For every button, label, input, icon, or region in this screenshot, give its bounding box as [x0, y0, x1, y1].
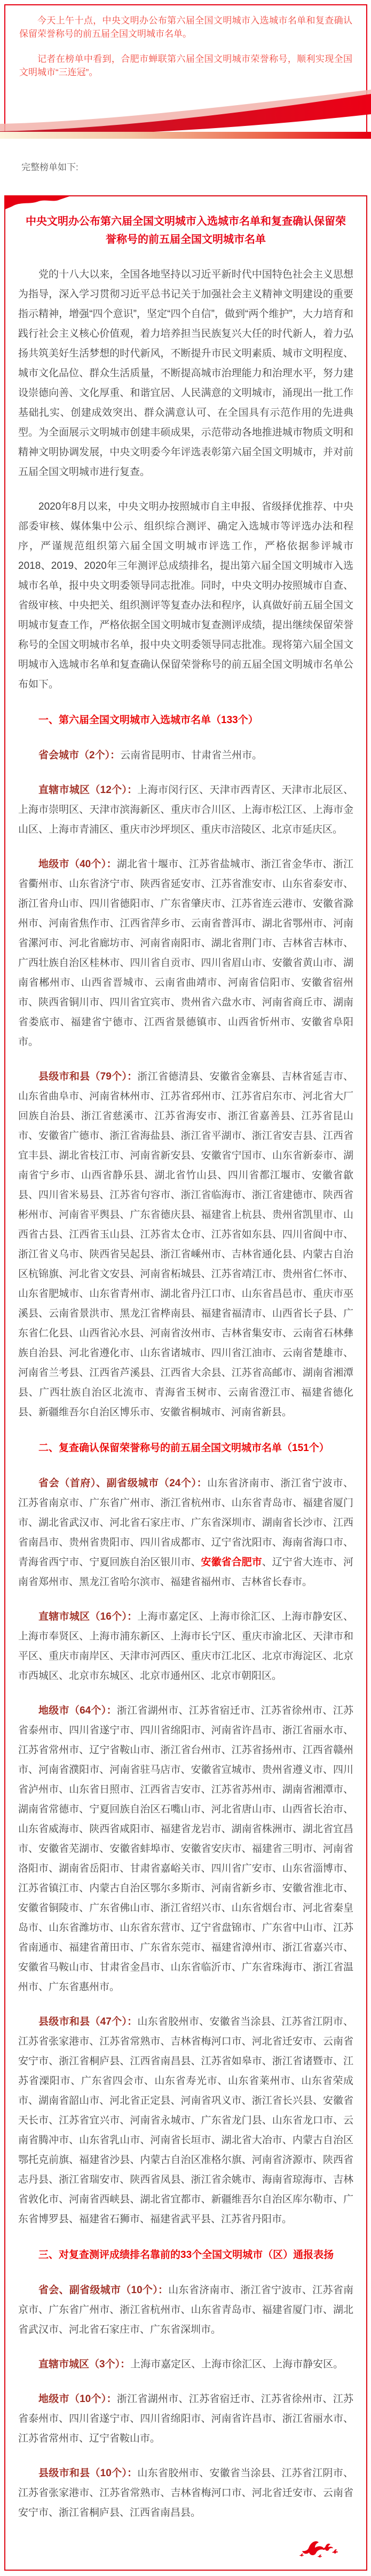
list-item-text: 上海市嘉定区、上海市徐汇区、上海市静安区。 — [130, 2359, 344, 2370]
list-item-label: 县级市和县（79个）： — [38, 1071, 138, 1082]
list-item — [18, 2012, 353, 2229]
list-item-text: 云南省昆明市、甘肃省兰州市。 — [120, 750, 263, 761]
list-item-text: 山东省胶州市、安徽省当涂县、江苏省江阴市、江苏省张家港市、江苏省常熟市、吉林省梅河口市、河北省迁安市、云南省安宁市、浙江省桐庐县、江西省南昌县、江苏省如皋市、浙江省诸暨市、江苏省溧阳市、广东省四会市、山东省寿光市、山东省莱州市、山东省荣成市、湖南省韶山市、河北省正定县、河南省巩义市、浙江省长兴县、安徽省天长市、江苏省宜兴市、河南省永城市、广东省龙门县、山东省龙口市、云南省腾冲市、山东省乳山市、河南省长垣市、湖北省大冶市、内蒙古自治区鄂托克前旗、福建省沙县、内蒙古自治区准格尔旗、河南省济源市、陕西省志丹县、浙江省瑞安市、陕西省凤县、浙江省余姚市、海南省琼海市、吉林省敦化市、河南省西峡县、湖北省宜都市、新疆维吾尔自治区库尔勒市、广东省博罗县、福建省石狮市、福建省武平县、江苏省丹阳市。 — [18, 2016, 353, 2225]
list-item-text: 、辽宁省大连市、河南省郑州市、黑龙江省哈尔滨市、福建省福州市、吉林省长春市。 — [18, 1557, 353, 1588]
article-title: 中央文明办公布第六届全国文明城市入选城市名单和复查确认保留荣誉称号的前五届全国文明城市名单 — [26, 216, 346, 245]
list-item-label: 县级市和县（10个）： — [38, 2468, 138, 2479]
list-item-label: 县级市和县（47个）： — [38, 2016, 138, 2027]
list-item-label: 直辖市城区（16个）： — [38, 1611, 138, 1622]
list-item — [18, 1607, 353, 1686]
list-item-text: 浙江省湖州市、江苏省宿迁市、江苏省徐州市、江苏省泰州市、四川省遂宁市、四川省绵阳市、河南省许昌市、浙江省丽水市、江苏省常州市、辽宁省鞍山市。 — [18, 2393, 353, 2444]
list-item-text: 浙江省湖州市、江苏省宿迁市、江苏省徐州市、江苏省泰州市、四川省遂宁市、四川省绵阳市、河南省许昌市、浙江省丽水市、江苏省常州市、辽宁省鞍山市、浙江省台州市、江苏省扬州市、江西省赣州市、河南省濮阳市、河南省驻马店市、安徽省宣城市、贵州省遵义市、四川省泸州市、山东省日照市、江西省吉安市、江苏省苏州市、湖南省湘潭市、湖南省常德市、宁夏回族自治区石嘴山市、河北省唐山市、山西省长治市、山东省威海市、陕西省咸阳市、福建省龙岩市、湖南省株洲市、湖北省宜昌市、安徽省芜湖市、安徽省蚌埠市、安徽省安庆市、福建省三明市、河南省洛阳市、湖南省岳阳市、甘肃省嘉峪关市、四川省广安市、山东省淄博市、江苏省镇江市、内蒙古自治区鄂尔多斯市、河南省新乡市、安徽省淮北市、安徽省铜陵市、广东省佛山市、浙江省绍兴市、山东省烟台市、河北省秦皇岛市、山东省潍坊市、山东省东营市、辽宁省盘锦市、广东省中山市、江苏省南通市、福建省莆田市、广东省东莞市、福建省漳州市、浙江省嘉兴市、安徽省马鞍山市、甘肃省金昌市、山东省临沂市、广东省珠海市、浙江省温州市、广东省惠州市。 — [18, 1705, 353, 1993]
list-item-label: 直辖市城区（3个）： — [38, 2359, 131, 2370]
hefei-highlight: 安徽省合肥市 — [201, 1557, 262, 1568]
list-item — [18, 1701, 353, 1997]
list-item-label: 地级市（10个）： — [38, 2393, 117, 2405]
list-item — [18, 746, 353, 765]
list-item-text: 浙江省德清县、安徽省金寨县、吉林省延吉市、山东省曲阜市、河南省林州市、江苏省邳州市、江苏省启东市、河北省大厂回族自治县、浙江省慈溪市、江苏省海安市、浙江省嘉善县、江苏省昆山市、安徽省广德市、浙江省海盐县、浙江省平湖市、浙江省安吉县、江西省宜丰县、湖北省枝江市、河南省新安县、安徽省宁国市、山东省新泰市、湖南省宁乡市、山西省静乐县、湖北省竹山县、四川省都江堰市、安徽省歙县、四川省米易县、江苏省句容市、浙江省临海市、浙江省建德市、陕西省彬州市、河南省平舆县、广东省德庆县、福建省上杭县、贵州省凯里市、山西省古县、江西省玉山县、江苏省太仓市、江苏省如东县、四川省阆中市、浙江省义乌市、陕西省吴起县、浙江省嵊州市、吉林省通化县、内蒙古自治区杭锦旗、河北省文安县、河南省柘城县、江苏省靖江市、贵州省仁怀市、山东省肥城市、山东省青州市、湖北省丹江口市、山东省昌邑市、重庆市巫溪县、云南省景洪市、黑龙江省桦南县、福建省福清市、山西省长子县、广东省仁化县、山西省沁水县、河南省汝州市、吉林省集安市、云南省石林彝族自治县、河北省遵化市、山东省诸城市、四川省江油市、云南省楚雄市、河南省兰考县、江西省芦溪县、江西省大余县、江苏省高邮市、湖南省湘潭县、广西壮族自治区北流市、青海省玉树市、云南省澄江市、福建省德化县、新疆维吾尔自治区博乐市、安徽省桐城市、河南省新县。 — [18, 1071, 353, 1418]
list-item — [18, 2463, 353, 2523]
list-item — [18, 780, 353, 839]
list-item-label: 省会（首府）、副省级城市（24个）： — [38, 1478, 208, 1489]
list-item — [18, 2389, 353, 2448]
list-item-label: 直辖市城区（12个）： — [38, 784, 138, 796]
list-item — [18, 2355, 353, 2374]
doves-icon — [293, 2532, 346, 2560]
list-item-label: 省会、副省级城市（10个）： — [38, 2285, 169, 2296]
list-item-text: 湖北省十堰市、江苏省盐城市、浙江省金华市、浙江省衢州市、山东省济宁市、陕西省延安市、江苏省淮安市、山东省泰安市、浙江省舟山市、四川省德阳市、广东省肇庆市、江苏省连云港市、安徽省滁州市、河南省焦作市、江西省萍乡市、云南省普洱市、湖北省鄂州市、河南省漯河市、河北省廊坊市、河南省南阳市、湖北省荆门市、吉林省吉林市、广西壮族自治区桂林市、四川省自贡市、四川省眉山市、安徽省黄山市、湖南省郴州市、山西省晋城市、云南省曲靖市、河南省信阳市、安徽省宿州市、陕西省铜川市、四川省宜宾市、贵州省六盘水市、河南省商丘市、湖南省娄底市、福建省宁德市、江西省景德镇市、山西省忻州市、安徽省阜阳市。 — [18, 859, 353, 1048]
ribbon-graphic — [0, 90, 371, 139]
intro-paragraph: 今天上午十点，中央文明办公布第六届全国文明城市入选城市名单和复查确认保留荣誉称号的前五届全国文明城市名单。 — [19, 15, 352, 39]
corner-flag-icon — [4, 195, 73, 210]
list-item — [18, 1067, 353, 1422]
section-heading: 一、第六届全国文明城市入选城市名单（133个） — [38, 715, 258, 726]
list-item-label: 省会城市（2个）： — [38, 750, 121, 761]
list-item-text: 山东省济南市、浙江省宁波市、江苏省南京市、广东省广州市、浙江省杭州市、山东省青岛市、福建省厦门市、湖北省武汉市、河北省石家庄市、广东省深圳市。 — [18, 2285, 353, 2335]
article-paragraph: 2020年8月以来，中央文明办按照城市自主申报、省级择优推荐、中央部委审核、媒体集中公示、组织综合测评、确定入选城市等评选办法和程序，严谨规范组织第六届全国文明城市评选工作，严格依据参评城市2018、2019、2020年三年测评总成绩排名，提出第六届全国文明城市入选城市名单，报中央文明委领导同志批准。同时，中央文明办按照城市自查、省级审核、中央把关、组织测评等复查办法和程序，认真做好前五届全国文明城市复查工作，严格依据全国文明城市复查测评成绩，提出继续保留荣誉称号的全国文明城市名单，报中央文明委领导同志批准。现将第六届全国文明城市入选城市名单和复查确认保留荣誉称号的前五届全国文明城市名单公布如下。 — [18, 501, 353, 690]
article-box — [4, 195, 367, 2571]
list-item-text: 山东省济南市、浙江省宁波市、江苏省南京市、广东省广州市、浙江省杭州市、山东省青岛市、福建省厦门市、湖北省武汉市、河北省石家庄市、广东省深圳市、湖南省长沙市、江西省南昌市、贵州省贵阳市、四川省成都市、辽宁省沈阳市、海南省海口市、青海省西宁市、宁夏回族自治区银川市、 — [18, 1478, 353, 1568]
list-item — [18, 2280, 353, 2340]
intro-box — [4, 4, 367, 138]
section-heading: 三、对复查测评成绩排名靠前的33个全国文明城市（区）通报表扬 — [38, 2249, 334, 2261]
list-item-label: 地级市（64个）： — [38, 1705, 117, 1716]
section-heading: 二、复查确认保留荣誉称号的前五届全国文明城市名单（151个） — [38, 1442, 329, 1454]
article-paragraph: 党的十八大以来，全国各地坚持以习近平新时代中国特色社会主义思想为指导，深入学习贯彻习近平总书记关于加强社会主义精神文明建设的重要指示精神，增强“四个意识”，坚定“四个自信”，做到“两个维护”，大力培育和践行社会主义核心价值观，着力培养担当民族复兴大任的时代新人，着力弘扬共筑美好生活梦想的时代新风，不断提升市民文明素质、城市文明程度、城市文化品位、群众生活质量，不断提高城市治理能力和治理水平，努力建设崇德向善、文化厚重、和谐宜居、人民满意的文明城市，涌现出一批工作基础扎实、创建成效突出、群众满意认可、在全国具有示范作用的先进典型。为全面展示文明城市创建丰硕成果，示范带动各地推进城市物质文明和精神文明协调发展，中央文明委今年评选表彰第六届全国文明城市，并对前五届全国文明城市进行复查。 — [18, 269, 353, 478]
intro-paragraph: 记者在榜单中看到，合肥市蝉联第六届全国文明城市荣誉称号，顺利实现全国文明城市“三连冠”。 — [19, 54, 352, 77]
list-item-text: 上海市嘉定区、上海市徐汇区、上海市静安区、上海市奉贤区、上海市浦东新区、上海市长宁区、重庆市渝北区、天津市和平区、重庆市南岸区、天津市河西区、重庆市江北区、北京市海淀区、北京市西城区、北京市东城区、北京市通州区、北京市朝阳区。 — [18, 1611, 353, 1682]
list-item — [18, 854, 353, 1052]
lead-in-text: 完整榜单如下: — [21, 162, 78, 172]
list-item-label: 地级市（40个）： — [38, 859, 117, 870]
list-item-text: 山东省胶州市、安徽省当涂县、江苏省江阴市、江苏省张家港市、江苏省常熟市、吉林省梅河口市、河北省迁安市、云南省安宁市、浙江省桐庐县、江西省南昌县。 — [18, 2468, 353, 2518]
article-page — [0, 4, 371, 2571]
list-item — [18, 1473, 353, 1592]
list-item-text: 上海市闵行区、天津市西青区、天津市北辰区、上海市崇明区、天津市滨海新区、重庆市合川区、上海市松江区、上海市金山区、上海市青浦区、重庆市沙坪坝区、重庆市涪陵区、北京市延庆区。 — [18, 784, 353, 835]
